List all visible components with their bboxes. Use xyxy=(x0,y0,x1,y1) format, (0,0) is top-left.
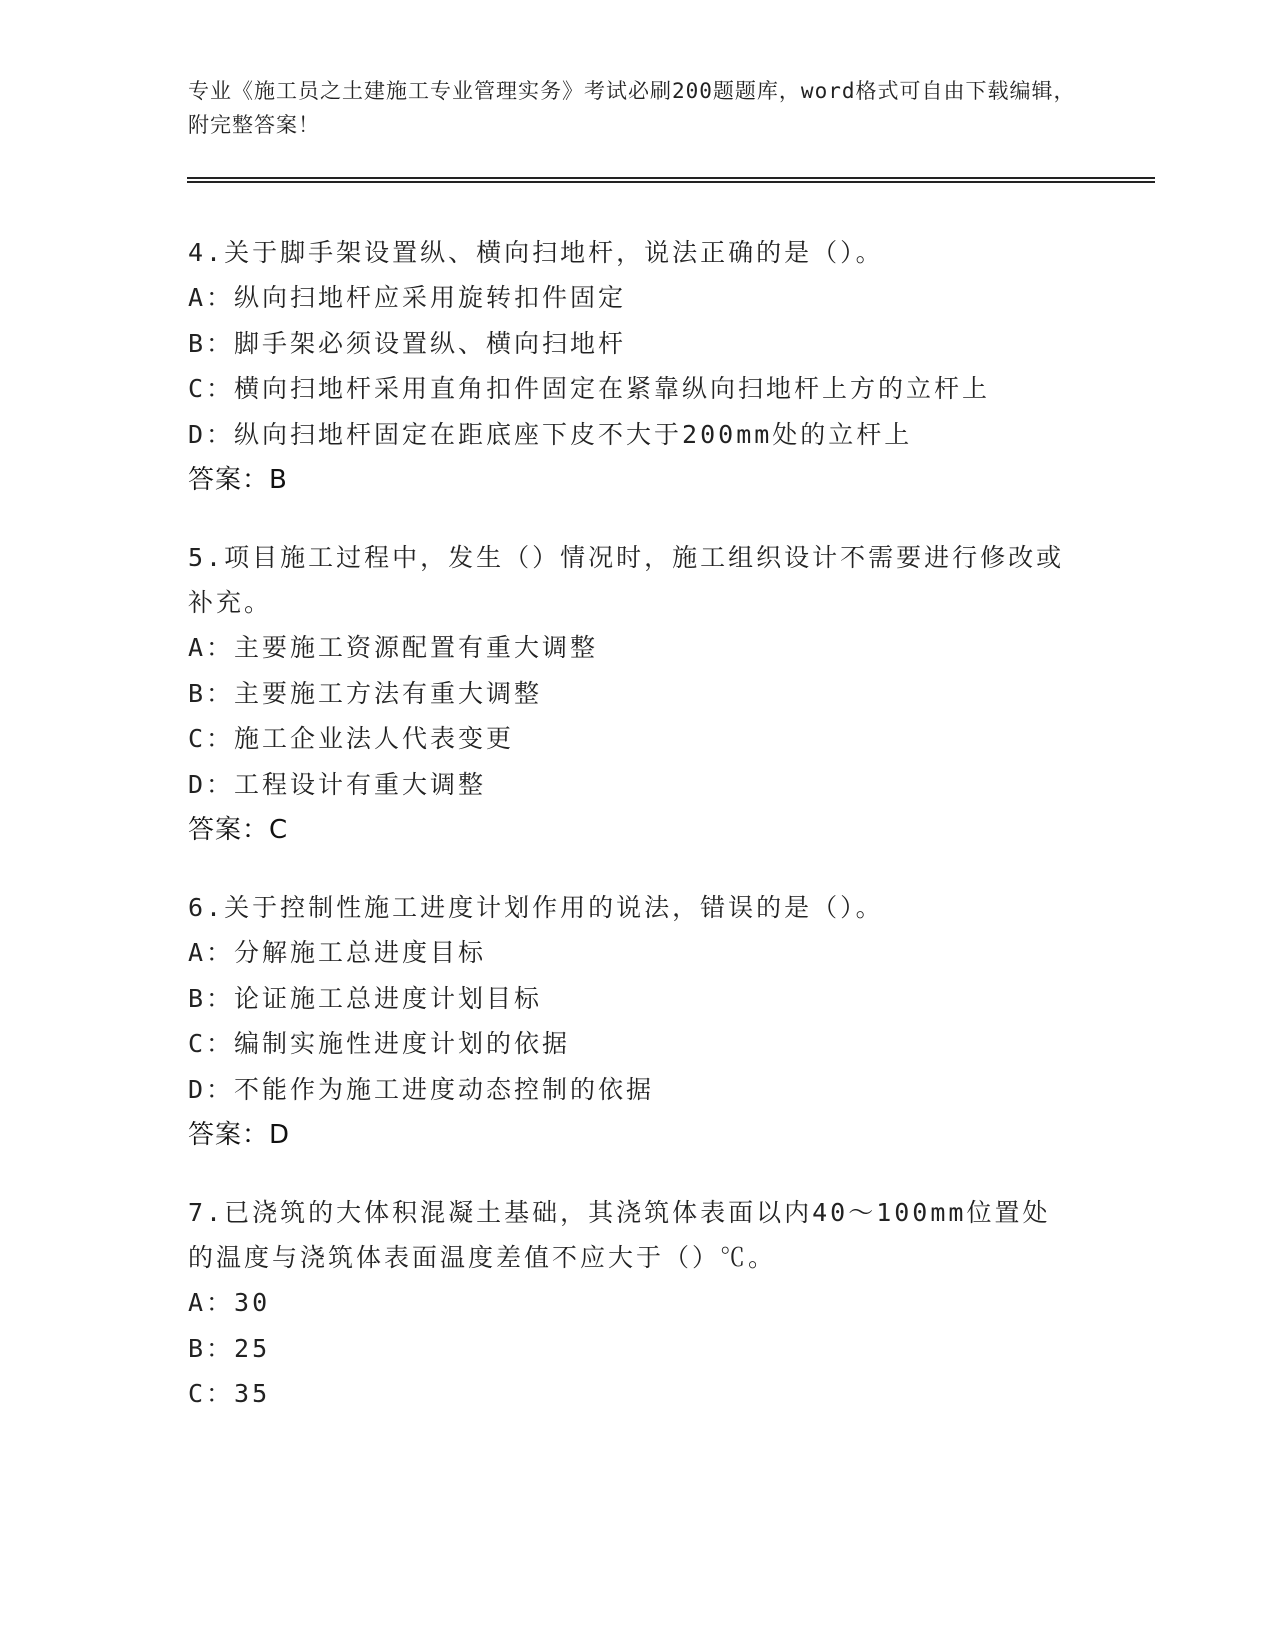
question-stem: 6.关于控制性施工进度计划作用的说法，错误的是（）。 xyxy=(188,893,884,922)
option-a: A：纵向扫地杆应采用旋转扣件固定 xyxy=(188,283,627,312)
question-item xyxy=(188,885,1068,1158)
question-item xyxy=(188,230,1068,503)
option-a: A：主要施工资源配置有重大调整 xyxy=(188,633,599,662)
option-c: C：施工企业法人代表变更 xyxy=(188,724,515,753)
option-b: B：论证施工总进度计划目标 xyxy=(188,983,543,1013)
option-d: D：不能作为施工进度动态控制的依据 xyxy=(188,1074,655,1104)
header-divider xyxy=(187,177,1155,183)
answer-label: 答案：C xyxy=(188,815,289,845)
option-c: C：35 xyxy=(188,1379,271,1408)
question-item xyxy=(188,535,1068,853)
option-d: D：纵向扫地杆固定在距底座下皮不大于200mm处的立杆上 xyxy=(188,419,913,449)
option-d: D：工程设计有重大调整 xyxy=(188,769,487,799)
option-b: B：主要施工方法有重大调整 xyxy=(188,678,543,708)
question-stem: 7.已浇筑的大体积混凝土基础，其浇筑体表面以内40～100mm位置处的温度与浇筑体表面温度差值不应大于（）℃。 xyxy=(188,1198,1051,1272)
question-stem: 5.项目施工过程中，发生（）情况时，施工组织设计不需要进行修改或补充。 xyxy=(188,543,1065,617)
option-b: B：25 xyxy=(188,1333,271,1363)
option-a: A：分解施工总进度目标 xyxy=(188,938,487,967)
question-stem: 4.关于脚手架设置纵、横向扫地杆，说法正确的是（）。 xyxy=(188,238,884,267)
option-b: B：脚手架必须设置纵、横向扫地杆 xyxy=(188,328,627,358)
question-list xyxy=(188,230,1068,1449)
option-c: C：编制实施性进度计划的依据 xyxy=(188,1029,571,1058)
question-item xyxy=(188,1190,1068,1417)
document-header: 专业《施工员之土建施工专业管理实务》考试必刷200题题库，word格式可自由下载编辑，附完整答案！ xyxy=(188,79,1076,137)
option-c: C：横向扫地杆采用直角扣件固定在紧靠纵向扫地杆上方的立杆上 xyxy=(188,374,991,403)
answer-label: 答案：B xyxy=(188,465,288,495)
answer-label: 答案：D xyxy=(188,1120,291,1150)
option-a: A：30 xyxy=(188,1288,271,1317)
